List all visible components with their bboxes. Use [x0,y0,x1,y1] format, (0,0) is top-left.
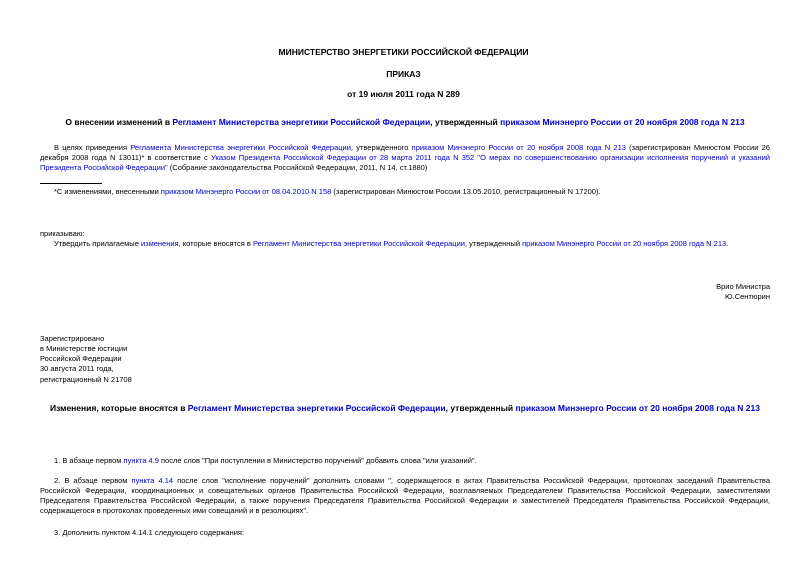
intro-link-regulation[interactable]: Регламента Министерства энергетики Российской Федерации [130,143,351,152]
signature-block [716,282,770,302]
order-link-order-213[interactable]: приказом Минэнерго России от 20 ноября 2008 года N 213 [522,239,727,248]
item-2-text-2: после слов "исполнение поручений" дополнить словами ", содержащегося в актах Правительства Российской Федерации, протоколах заседаний Правительства Российской Федерации, координационных и совещательных органов Правительства Российской Федерации, возглавляемых Председателем Правительства Российской Федерации, заместителями Председателя Правительства Российской Федерации, а также поручения Председателя Правительства Российской Федерации и заместителей Председателя Правительства Российской Федерации, содержащегося в протоколах проведенных ими совещаний и в резолюциях". [40,476,770,516]
intro-link-decree-352[interactable]: Указом Президента Российской Федерации от 28 марта 2011 года N 352 "О мерах по совершенствованию организации исполнения поручений и указаний Президента Российской Федерации" [40,153,770,173]
document-date-number: от 19 июля 2011 года N 289 [347,89,460,99]
item-1-link-clause-4-9[interactable]: пункта 4.9 [123,456,159,465]
intro-paragraph [40,143,770,173]
document-subject [40,117,770,128]
signature-position: Врио Министра [716,282,770,291]
registration-block [40,334,132,385]
changes-title-link-order-213[interactable]: приказом Минэнерго России от 20 ноября 2008 года N 213 [515,403,760,413]
subject-text-2: , утвержденный [430,117,501,127]
order-text [54,239,770,249]
changes-title [40,403,770,414]
order-label: приказываю: [40,229,85,238]
changes-title-text-2: , утвержденный [445,403,516,413]
footnote-link-order-158[interactable]: приказом Минэнерго России от 08.04.2010 N 158 [160,187,332,196]
intro-link-order-213[interactable]: приказом Минэнерго России от 20 ноября 2008 года N 213 [411,143,626,152]
intro-text-4: (Собрание законодательства Российской Федерации, 2011, N 14, ст.1880) [167,163,428,173]
subject-link-regulation[interactable]: Регламент Министерства энергетики Российской Федерации [172,117,431,127]
registration-line: в Министерстве юстиции [40,344,128,354]
subject-text-1: О внесении изменений в [65,117,173,127]
footnote-divider [40,183,102,184]
item-2-link-clause-4-14[interactable]: пункта 4.14 [131,476,174,485]
footnote-text-2: (зарегистрирован Минюстом России 13.05.2010, регистрационный N 17200). [331,187,601,196]
item-2-text-1: 2. В абзаце первом [54,476,132,485]
registration-line: Зарегистрировано [40,334,105,343]
item-3: 3. Дополнить пунктом 4.14.1 следующего содержания: [54,528,245,537]
order-text-3: , утвержденный [464,239,523,248]
intro-text-1: В целях приведения [54,143,131,152]
footnote [54,187,770,197]
order-text-2: , которые вносятся в [178,239,253,248]
item-1-text-1: 1. В абзаце первом [54,456,124,465]
ministry-title: МИНИСТЕРСТВО ЭНЕРГЕТИКИ РОССИЙСКОЙ ФЕДЕРАЦИИ [278,47,529,57]
changes-title-text-1: Изменения, которые вносятся в [50,403,188,413]
item-1-text-2: после слов "При поступлении в Министерство поручений" добавить слова "или указаний". [158,456,477,465]
intro-text-2: , утвержденного [350,143,412,152]
order-link-changes[interactable]: изменения [140,239,179,248]
document-type: ПРИКАЗ [386,69,421,79]
order-link-regulation[interactable]: Регламент Министерства энергетики Российской Федерации [252,239,465,248]
intro-text-3: (зарегистрирован Минюстом России 26 декабря 2008 года N 13011)* в соответствие с [40,143,770,163]
subject-link-order-213[interactable]: приказом Минэнерго России от 20 ноября 2008 года N 213 [500,117,745,127]
registration-line: регистрационный N 21708 [40,374,132,384]
signature-name: Ю.Сентюрин [725,292,770,302]
registration-line: 30 августа 2011 года, [40,364,114,374]
changes-title-link-regulation[interactable]: Регламент Министерства энергетики Российской Федерации [187,403,446,413]
item-1 [40,456,770,466]
order-text-4: . [726,239,729,248]
footnote-text-1: *С изменениями, внесенными [54,187,161,196]
order-text-1: Утвердить прилагаемые [54,239,141,248]
item-2 [40,476,770,517]
registration-line: Российской Федерации [40,354,122,364]
